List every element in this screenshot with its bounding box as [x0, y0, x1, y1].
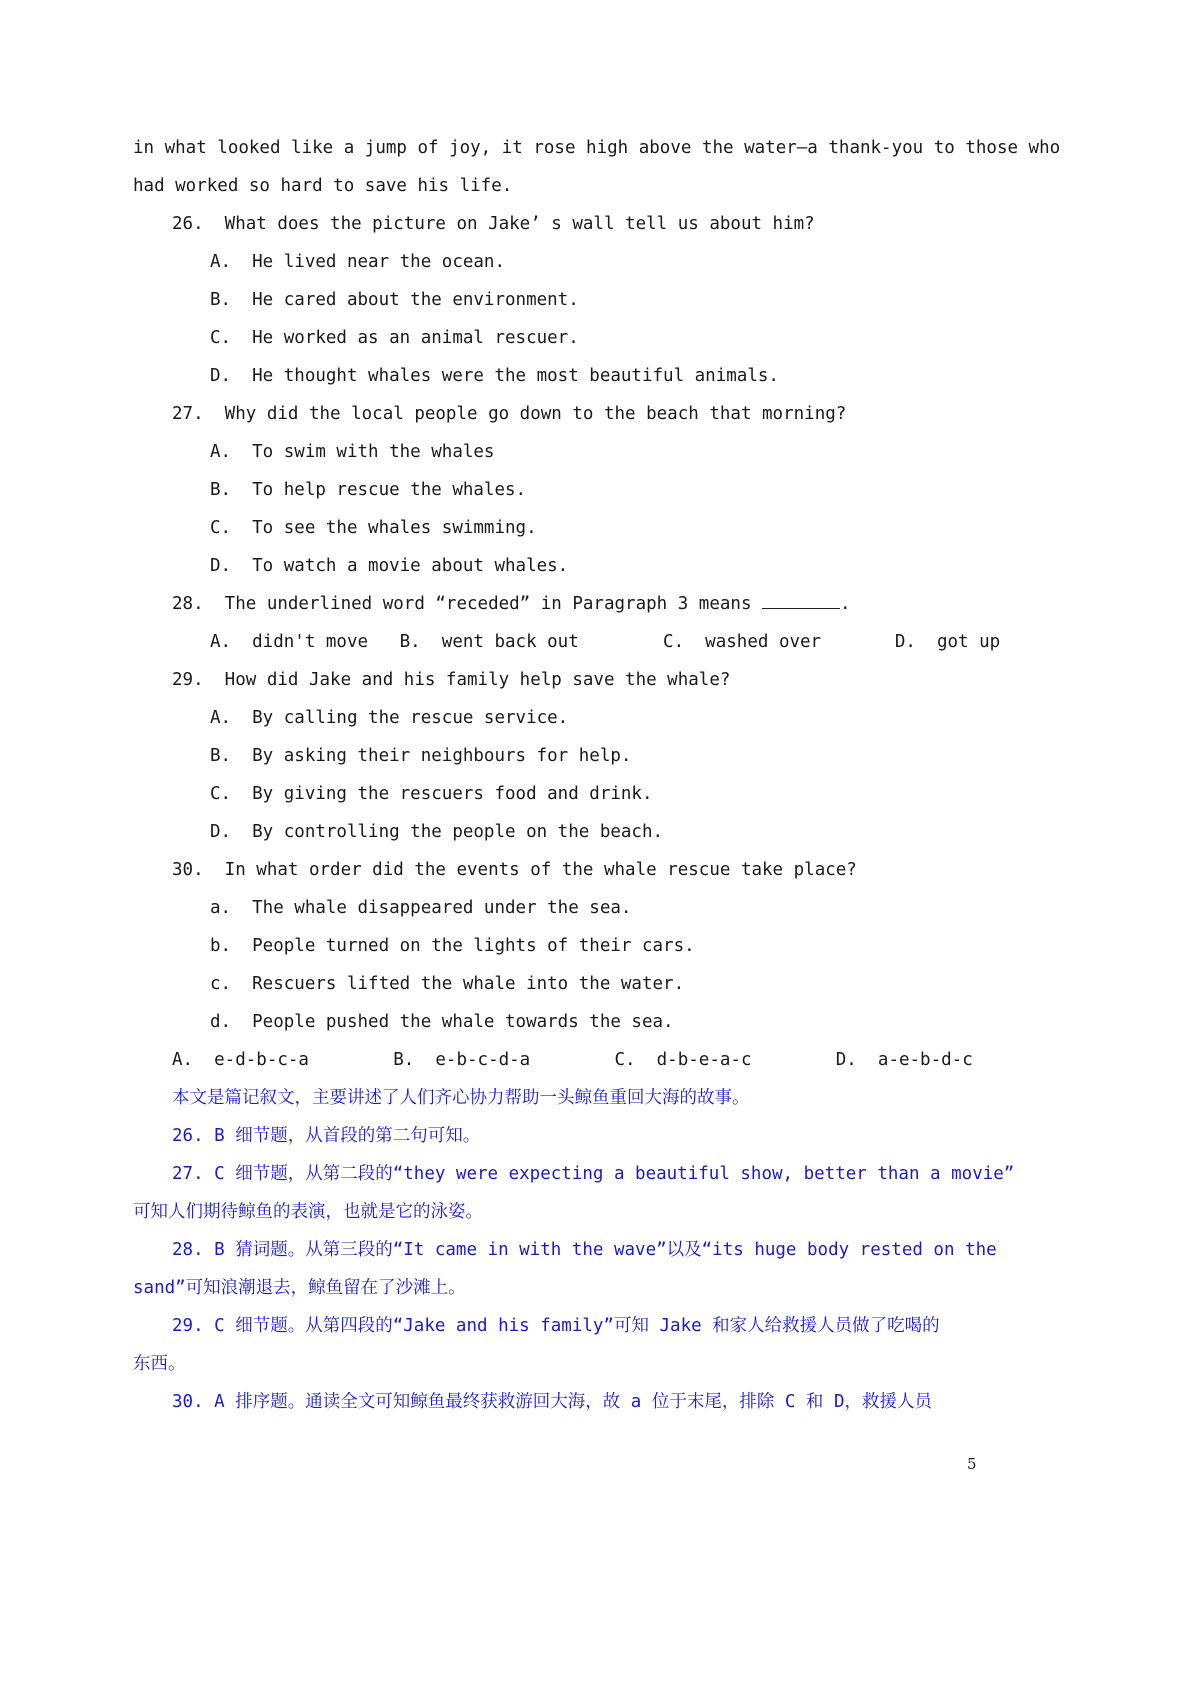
answer-28-cont: sand”可知浪潮退去，鲸鱼留在了沙滩上。	[133, 1278, 466, 1298]
question-28-options: A. didn't move B. went back out C. washed over D. got up	[210, 632, 1001, 652]
question-29-option-c: C. By giving the rescuers food and drink.	[210, 784, 653, 804]
answer-blank	[762, 594, 840, 609]
question-30-stem: 30. In what order did the events of the whale rescue take place?	[172, 860, 857, 880]
question-27-stem: 27. Why did the local people go down to the beach that morning?	[172, 404, 847, 424]
question-30-event-a: a. The whale disappeared under the sea.	[210, 898, 632, 918]
answer-30: 30. A 排序题。通读全文可知鲸鱼最终获救游回大海，故 a 位于末尾，排除 C 和 D，救援人员	[172, 1392, 932, 1412]
passage-line: had worked so hard to save his life.	[133, 176, 513, 196]
question-26-stem: 26. What does the picture on Jake’ s wall tell us about him?	[172, 214, 815, 234]
answer-28: 28. B 猜词题。从第三段的“It came in with the wave”以及“its huge body rested on the	[172, 1240, 997, 1260]
question-29-option-d: D. By controlling the people on the beach.	[210, 822, 664, 842]
question-27-option-a: A. To swim with the whales	[210, 442, 495, 462]
question-29-stem: 29. How did Jake and his family help save the whale?	[172, 670, 731, 690]
question-30-choices: A. e-d-b-c-a B. e-b-c-d-a C. d-b-e-a-c D. a-e-b-d-c	[172, 1050, 973, 1070]
question-28-stem	[172, 593, 851, 615]
answer-29: 29. C 细节题。从第四段的“Jake and his family”可知 Jake 和家人给救援人员做了吃喝的	[172, 1316, 940, 1336]
answer-27-cont: 可知人们期待鲸鱼的表演，也就是它的泳姿。	[133, 1202, 483, 1222]
question-26-option-b: B. He cared about the environment.	[210, 290, 579, 310]
question-29-option-b: B. By asking their neighbours for help.	[210, 746, 632, 766]
question-26-option-a: A. He lived near the ocean.	[210, 252, 506, 272]
question-30-event-d: d. People pushed the whale towards the sea.	[210, 1012, 674, 1032]
question-26-option-d: D. He thought whales were the most beautiful animals.	[210, 366, 779, 386]
passage-line: in what looked like a jump of joy, it rose high above the water—a thank-you to those who	[133, 138, 1061, 158]
page-number: 5	[967, 1455, 977, 1473]
question-27-option-c: C. To see the whales swimming.	[210, 518, 537, 538]
question-26-option-c: C. He worked as an animal rescuer.	[210, 328, 579, 348]
question-30-event-c: c. Rescuers lifted the whale into the water.	[210, 974, 685, 994]
question-27-option-b: B. To help rescue the whales.	[210, 480, 527, 500]
question-29-option-a: A. By calling the rescue service.	[210, 708, 569, 728]
answer-27: 27. C 细节题，从第二段的“they were expecting a beautiful show, better than a movie”	[172, 1164, 1015, 1184]
question-28-stem-text: 28. The underlined word “receded” in Paragraph 3 means	[172, 594, 763, 614]
answer-26: 26. B 细节题，从首段的第二句可知。	[172, 1126, 481, 1146]
question-28-stem-end: .	[840, 594, 851, 614]
question-30-event-b: b. People turned on the lights of their cars.	[210, 936, 695, 956]
question-27-option-d: D. To watch a movie about whales.	[210, 556, 569, 576]
answer-summary: 本文是篇记叙文，主要讲述了人们齐心协力帮助一头鲸鱼重回大海的故事。	[172, 1088, 750, 1108]
answer-29-cont: 东西。	[133, 1354, 186, 1374]
